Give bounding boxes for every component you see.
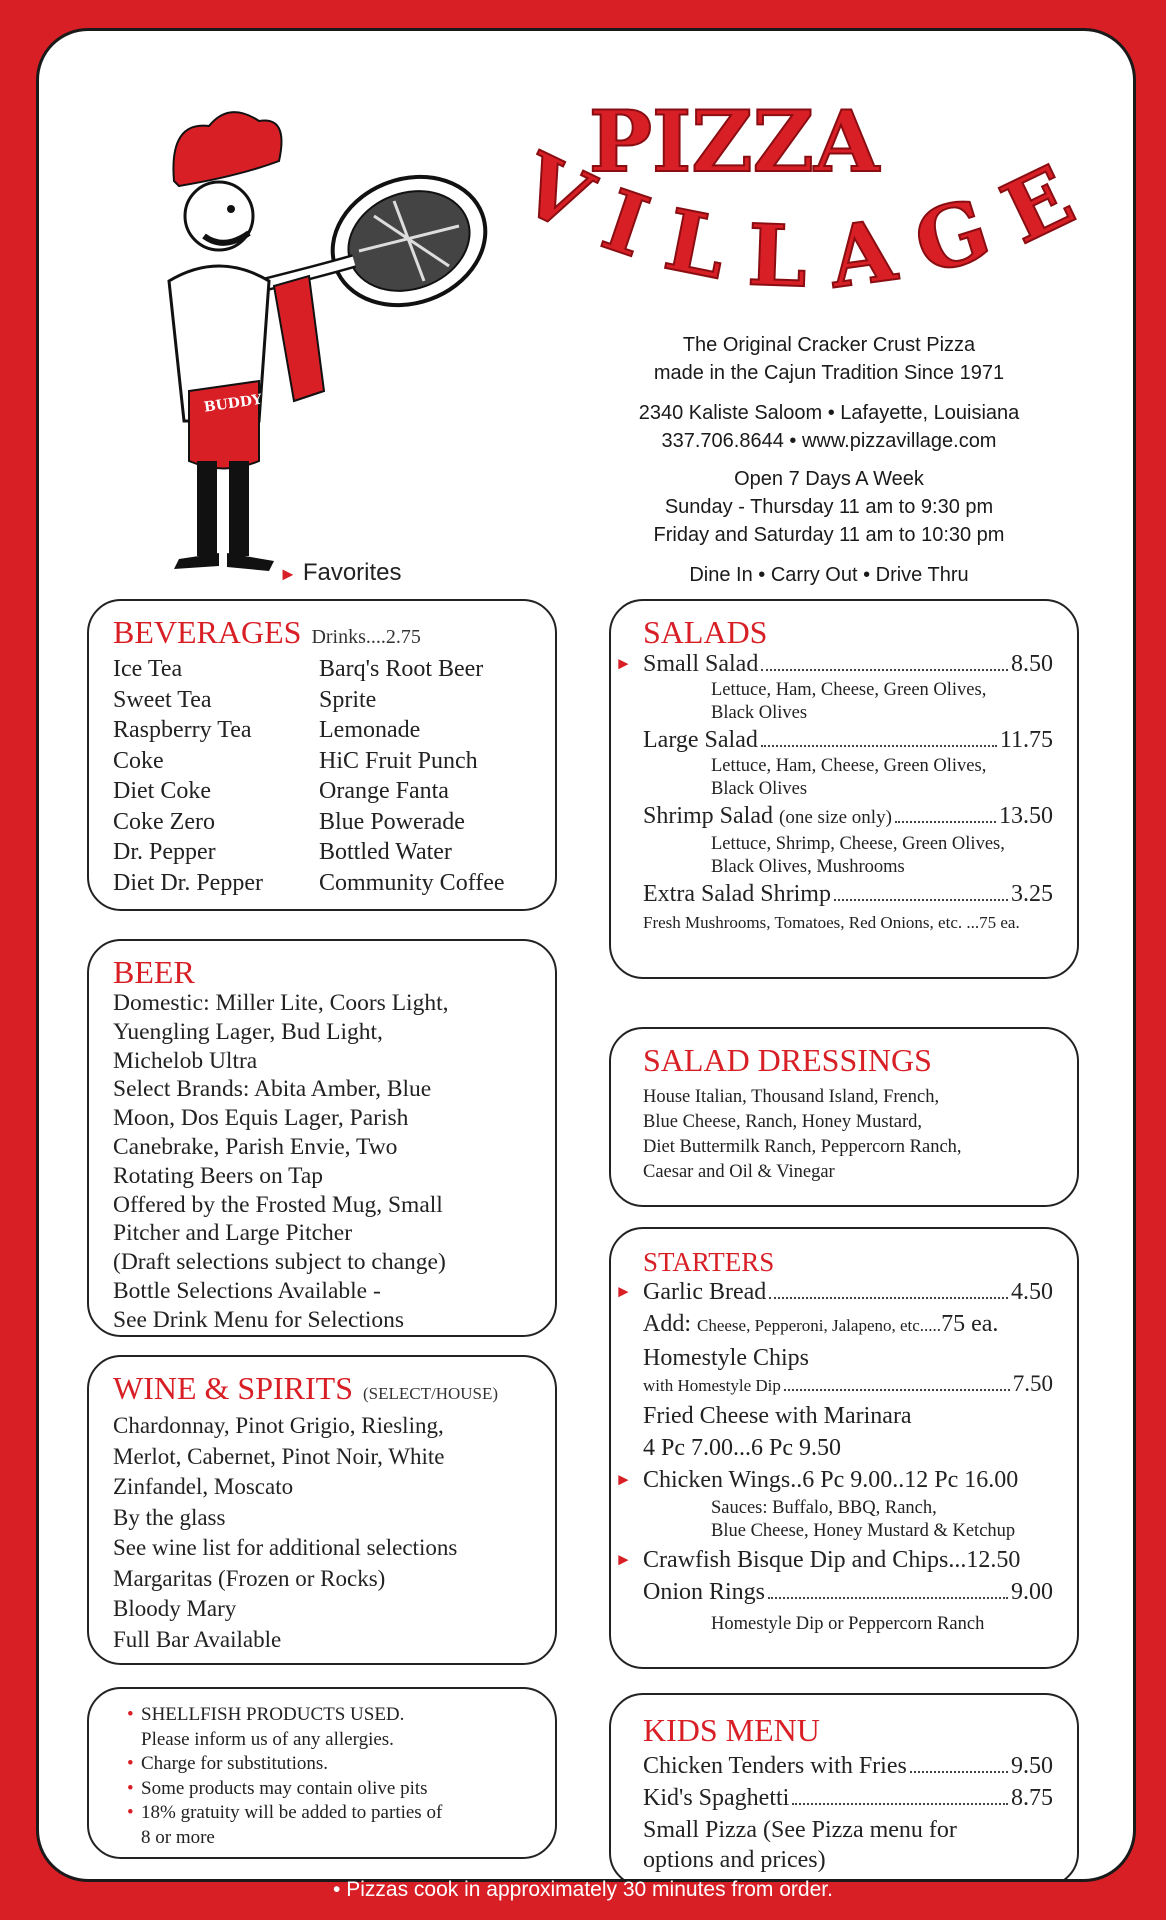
note-item: • Charge for substitutions.: [127, 1752, 531, 1777]
beer-line: Bottle Selections Available -: [113, 1277, 381, 1304]
notes-section: [87, 1687, 557, 1859]
beer-line: Select Brands: Abita Amber, Blue: [113, 1076, 432, 1103]
wine-line: By the glass: [113, 1504, 226, 1530]
wine-spirits-section: [87, 1355, 557, 1665]
note-item: • SHELLFISH PRODUCTS USED.: [127, 1703, 531, 1728]
note-item: 8 or more: [141, 1826, 215, 1848]
favorite-flag-icon: ►: [615, 1470, 632, 1489]
beer-line: Canebrake, Parish Envie, Two: [113, 1133, 398, 1160]
wine-line: Bloody Mary: [113, 1596, 237, 1621]
starter-chips-sub: with Homestyle Dip 7.50: [643, 1371, 1053, 1396]
salads-section: SALADS ► Small Salad 8.50 Lettuce, Ham, Cheese, Green Olives, Black Olives Large Salad 11.75 Lettuce, Ham, Cheese, Green Olives, Black Olives Shrimp Salad (one size only) 13.50 Lettuce, Shrimp, Cheese, Green Olives, Black Olives, Mushrooms Extra Salad Shrimp 3.25 Fresh Mushrooms, Tomatoes, Red Onions, etc. ...75 ea.: [609, 599, 1079, 979]
dressing-line: Caesar and Oil & Vinegar: [643, 1162, 835, 1182]
service-options: Dine In • Carry Out • Drive Thru: [689, 564, 969, 586]
salad-addons: Fresh Mushrooms, Tomatoes, Red Onions, etc. ...75 ea.: [643, 913, 1020, 932]
beverage-item: Sweet Tea: [113, 686, 212, 713]
note-item: Please inform us of any allergies.: [141, 1728, 394, 1750]
beer-line: See Drink Menu for Selections: [113, 1306, 405, 1333]
beer-title: BEER: [113, 954, 195, 990]
beer-line: Offered by the Frosted Mug, Small: [113, 1191, 443, 1218]
kids-title: KIDS MENU: [643, 1712, 820, 1748]
salad-extra-shrimp: Extra Salad Shrimp 3.25: [643, 881, 1053, 907]
wine-line: Zinfandel, Moscato: [113, 1474, 294, 1499]
beverage-item: Community Coffee: [319, 869, 505, 896]
pizza-village-logo: [479, 71, 1136, 361]
starter-chips: Homestyle Chips: [643, 1345, 809, 1371]
beverage-item: Lemonade: [319, 717, 421, 743]
starter-fried-cheese: Fried Cheese with Marinara: [643, 1403, 912, 1429]
starter-wings: ► Chicken Wings..6 Pc 9.00..12 Pc 16.00: [615, 1467, 1019, 1493]
note-item: • 18% gratuity will be added to parties of: [127, 1801, 531, 1826]
beverage-item: Raspberry Tea: [113, 717, 252, 743]
kids-tenders: Chicken Tenders with Fries 9.50: [643, 1753, 1053, 1779]
opening-hours: Open 7 Days A Week Sunday - Thursday 11 am to 9:30 pm Friday and Saturday 11 am to 10:30 pm: [653, 468, 1005, 546]
beer-line: Rotating Beers on Tap: [113, 1162, 324, 1189]
menu-page: [36, 28, 1136, 1882]
kids-pizza-cont: options and prices): [643, 1847, 826, 1873]
beer-section: [87, 939, 557, 1337]
salad-large: Large Salad 11.75: [643, 727, 1053, 753]
wine-line: Full Bar Available: [113, 1626, 282, 1652]
beer-line: Yuengling Lager, Bud Light,: [113, 1018, 383, 1045]
wine-line: Chardonnay, Pinot Grigio, Riesling,: [113, 1413, 444, 1438]
favorite-flag-icon: ►: [615, 654, 632, 673]
favorites-legend: ► Favorites: [279, 559, 402, 586]
note-item: • Some products may contain olive pits: [127, 1777, 531, 1802]
beverage-item: Coke: [113, 747, 164, 774]
wine-line: Margaritas (Frozen or Rocks): [113, 1565, 386, 1591]
beverage-item: HiC Fruit Punch: [319, 747, 478, 774]
beer-line: Moon, Dos Equis Lager, Parish: [113, 1105, 409, 1132]
favorite-flag-icon: ►: [279, 564, 297, 584]
beer-line: Domestic: Miller Lite, Coors Light,: [113, 990, 449, 1016]
starter-add: Add: Cheese, Pepperoni, Jalapeno, etc.....75 ea.: [643, 1311, 999, 1337]
dressings-title: SALAD DRESSINGS: [643, 1042, 932, 1078]
beverage-item: Sprite: [319, 686, 377, 713]
starters-title: STARTERS: [643, 1247, 775, 1277]
kids-spaghetti: Kid's Spaghetti 8.75: [643, 1785, 1053, 1811]
beverage-item: Coke Zero: [113, 808, 215, 835]
beverage-item: Diet Coke: [113, 778, 211, 804]
beer-line: (Draft selections subject to change): [113, 1249, 446, 1276]
wine-line: Merlot, Cabernet, Pinot Noir, White: [113, 1443, 445, 1469]
favorite-flag-icon: ►: [615, 1282, 632, 1301]
beer-line: Michelob Ultra: [113, 1047, 258, 1074]
beverage-item: Orange Fanta: [319, 778, 449, 804]
dressing-line: House Italian, Thousand Island, French,: [643, 1087, 940, 1107]
starters-section: STARTERS ► Garlic Bread 4.50 Add: Cheese, Pepperoni, Jalapeno, etc.....75 ea. Homestyle Chips with Homestyle Dip 7.50 Fried Cheese with Marinara 4 Pc 7.00...6 Pc 9.50 ► Chicken Wings..6 Pc 9.00..12 Pc 16.00 Sauces: Buffalo, BBQ, Ranch, Blue Cheese, Honey Mustard & Ketchup ► Crawfish Bisque Dip and Chips... 12.50 Onion Rings 9.00 Homestyle Dip or Peppercorn Ranch: [609, 1227, 1079, 1669]
address-contact: 2340 Kaliste Saloom • Lafayette, Louisiana 337.706.8644 • www.pizzavillage.com: [638, 402, 1020, 452]
beverage-item: Barq's Root Beer: [319, 656, 484, 682]
beverage-item: Dr. Pepper: [113, 839, 216, 865]
beverages-title: BEVERAGES Drinks....2.75: [113, 614, 421, 650]
starter-garlic-bread: ► Garlic Bread 4.50: [615, 1279, 1053, 1305]
wine-line: See wine list for additional selections: [113, 1535, 458, 1560]
beverages-section: [87, 599, 557, 911]
footer-note: • Pizzas cook in approximately 30 minutes from order.: [333, 1878, 833, 1901]
kids-pizza: Small Pizza (See Pizza menu for: [643, 1817, 957, 1843]
salads-title: SALADS: [643, 614, 768, 650]
starter-fried-cheese-prices: 4 Pc 7.00...6 Pc 9.50: [643, 1435, 841, 1461]
logo-line1: PIZZA: [588, 92, 880, 191]
beverage-item: Ice Tea: [113, 656, 183, 682]
beverages-col2: [319, 654, 531, 898]
chef-buddy-illustration: [109, 101, 509, 601]
beverages-col1: [113, 654, 319, 898]
salad-small: ► Small Salad 8.50: [615, 651, 1053, 677]
wine-title: WINE & SPIRITS (SELECT/HOUSE): [113, 1370, 499, 1406]
tagline: The Original Cracker Crust Pizza made in the Cajun Tradition Since 1971: [653, 334, 1005, 384]
favorite-flag-icon: ►: [615, 1550, 632, 1569]
salad-shrimp: Shrimp Salad (one size only) 13.50: [643, 803, 1053, 829]
kids-menu-section: [609, 1693, 1079, 1882]
beer-line: Pitcher and Large Pitcher: [113, 1220, 353, 1247]
salad-dressings-section: [609, 1027, 1079, 1207]
starter-onion-rings: Onion Rings 9.00: [643, 1579, 1053, 1605]
dressing-line: Diet Buttermilk Ranch, Peppercorn Ranch,: [643, 1137, 962, 1157]
beverage-item: Diet Dr. Pepper: [113, 869, 263, 896]
beverage-item: Bottled Water: [319, 839, 452, 865]
beverage-item: Blue Powerade: [319, 808, 465, 835]
logo-line2: VILLAGE: [504, 133, 1114, 308]
apron-label: BUDDY: [202, 391, 263, 416]
dressing-line: Blue Cheese, Ranch, Honey Mustard,: [643, 1112, 922, 1132]
starter-crawfish: ► Crawfish Bisque Dip and Chips... 12.50: [615, 1547, 1021, 1573]
